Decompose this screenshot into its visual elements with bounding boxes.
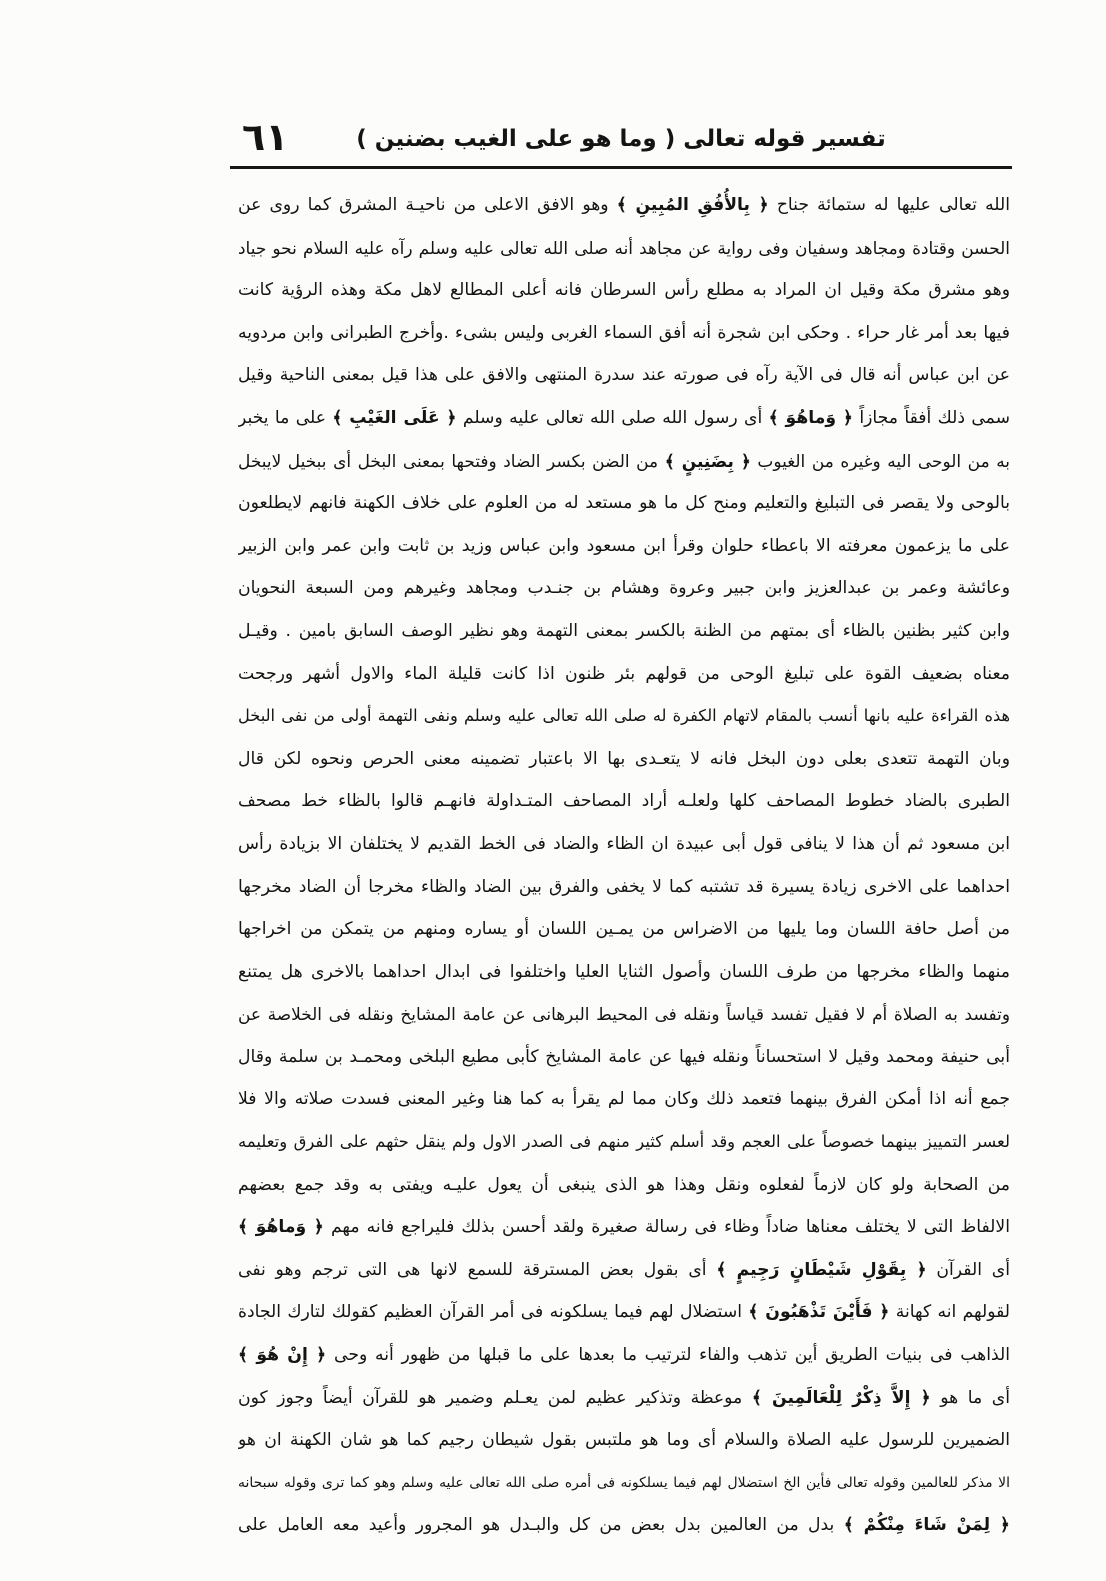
text-line: ابن مسعود ثم أن هذا لا ينافى قول أبى عبيدة ان الظاء والضاد فى الخط القديم لا يختلفان الا بزيادة رأس (238, 833, 1010, 854)
text-line: جمع أنه اذا أمكن الفرق بينهما فتعمد ذلك وكان مما لم يقرأ به كما هنا وغير المعنى فسدت صلاته والا فلا (238, 1089, 1010, 1110)
quran-quote: ﴿ وَماهُوَ ﴾ (768, 407, 853, 428)
text-line: أبى حنيفة ومحمد وقيل لا استحساناً ونقله فيها عن عامة المشايخ كأبى مطيع البلخى ومحمـد بن سلمة وقال (238, 1046, 1010, 1067)
text-line: على ما يزعمون معرفته الا باعطاء حلوان وقرأ ابن مسعود وابن عباس وزيد بن ثابت وابن عمر وابن الزبير (238, 535, 1010, 556)
quran-quote: ﴿ إِنْ هُوَ ﴾ (238, 1345, 327, 1366)
text-line: أى القرآن ﴿ بِقَوْلِ شَيْطَانٍ رَجِيمٍ ﴾ أى بقول بعض المسترقة للسمع لانها هى التى ترجم وهو نفى (238, 1259, 1010, 1280)
text-line: احداهما على الاخرى زيادة يسيرة قد تشتبه كما لا يخفى والفرق بين الضاد والظاء مخرجا أن الضاد مخرجها (238, 876, 1010, 897)
quran-quote: ﴿ فَأَيْنَ تَذْهَبُونَ ﴾ (748, 1302, 890, 1323)
text-line: لعسر التمييز بينهما خصوصاً على العجم وقد أسلم كثير منهم فى الصدر الاول ولم ينقل حثهم على الفرق وتعليمه (238, 1132, 1010, 1152)
quran-quote: ﴿ لِمَنْ شَاءَ مِنْكُمْ ﴾ (843, 1515, 1010, 1536)
header-rule (230, 166, 1012, 169)
text-line: معناه بضعيف القوة على تبليغ الوحى من قولهم بئر ظنون اذا كانت قليلة الماء والاول أشهر ورجحت (238, 663, 1010, 684)
text-line: بالوحى ولا يقصر فى التبليغ والتعليم ومنح كل ما هو مستعد له من العلوم على خلاف الكهنة فانهم لايطلعون (238, 493, 1010, 514)
text-line: الذاهب فى بنيات الطريق أين تذهب والفاء لترتيب ما بعدها على ما قبلها من ظهور أنه وحى ﴿ إِنْ هُوَ ﴾ (238, 1345, 1010, 1366)
text-line: أى ما هو ﴿ إِلاَّ ذِكْرٌ لِلْعَالَمِينَ ﴾ موعظة وتذكير عظيم لمن يعـلم وضمير هو للقرآن أيضاً وجوز كون (238, 1387, 1010, 1408)
page-number: ٦١ (242, 115, 289, 159)
text-line: الا مذكر للعالمين وقوله تعالى فأين الخ استضلال لهم فيما يسلكونه فى أمره صلى الله تعالى عليه وسلم وهو كما ترى وقوله سبحانه (238, 1474, 1010, 1491)
quran-quote: ﴿ عَلَى الغَيْبِ ﴾ (332, 407, 457, 428)
text-line: ﴿ لِمَنْ شَاءَ مِنْكُمْ ﴾ بدل من العالمين بدل بعض من كل والبـدل هو المجرور وأعيد معه العامل على (238, 1515, 1010, 1536)
text-line: سمى ذلك أفقاً مجازاً ﴿ وَماهُوَ ﴾ أى رسول الله صلى الله تعالى عليه وسلم ﴿ عَلَى الغَيْبِ ﴾ على ما يخبر (238, 407, 1010, 428)
text-line: من أصل حافة اللسان وما يليها من الاضراس من يمـين اللسان أو يساره ومنهم من يتمكن من اخراجها (238, 919, 1010, 940)
text-line: منهما والظاء مخرجها من طرف اللسان وأصول الثنايا العليا واختلفوا فى ابدال احداهما بالاخرى هل يمتنع (238, 961, 1010, 982)
quran-quote: ﴿ بِالأُفُقِ المُبِينِ ﴾ (616, 195, 769, 215)
text-line: وهو مشرق مكة وقيل ان المراد به مطلع رأس السرطان فانه أعلى المطالع لاهل مكة وهذه الرؤية كانت (238, 280, 1010, 301)
quran-quote: ﴿ بِقَوْلِ شَيْطَانٍ رَجِيمٍ ﴾ (716, 1259, 927, 1280)
running-header (230, 116, 1012, 162)
text-line: وابن كثير بظنين بالظاء أى بمتهم من الظنة بالكسر بمعنى التهمة وهو نظير الوصف السابق بامين . وقيـل (238, 620, 1010, 641)
text-line: وبان التهمة تتعدى بعلى دون البخل فانه لا يتعـدى بها الا باعتبار تضمينه معنى الحرص ونحوه لكن قال (238, 748, 1010, 769)
running-title: تفسير قوله تعالى ( وما هو على الغيب بضنين ) (356, 126, 886, 152)
text-line: فيها بعد أمر غار حراء . وحكى ابن شجرة أنه أفق السماء الغربى وليس بشىء .وأخرج الطبرانى وابن مردويه (238, 322, 1010, 343)
text-line: وعائشة وعمر بن عبدالعزيز وابن جبير وعروة وهشام بن جنـدب ومجاهد وغيرهم ومن السبعة النحويان (238, 578, 1010, 599)
text-line: الحسن وقتادة ومجاهد وسفيان وفى رواية عن مجاهد أنه صلى الله تعالى عليه وسلم رآه عليه السلام نحو جياد (238, 237, 1010, 258)
text-line: الطبرى بالضاد خطوط المصاحف كلها ولعلـه أراد المصاحف المتـداولة فانهـم قالوا بالظاء خط مصحف (238, 791, 1010, 812)
text-line: الالفاظ التى لا يختلف معناها ضاداً وظاء فى رسالة صغيرة ولقد أحسن بذلك فليراجع فانه مهم ﴿ وَماهُوَ ﴾ (238, 1217, 1010, 1238)
quran-quote: ﴿ بِضَنِينٍ ﴾ (664, 450, 751, 471)
text-line: وتفسد به الصلاة أم لا فقيل تفسد قياساً ونقله فى المحيط البرهانى عن عامة المشايخ ونقله فى الخلاصة عن (238, 1004, 1010, 1025)
text-line: الله تعالى عليها له ستمائة جناح ﴿ بِالأُفُقِ المُبِينِ ﴾ وهو الافق الاعلى من ناحيـة المشرق كما روى عن (238, 195, 1010, 215)
text-line: من الصحابة ولو كان لازماً لفعلوه ونقل وهذا هو الذى ينبغى أن يعول عليـه ويفتى به وقد جمع بعضهم (238, 1174, 1010, 1195)
text-line: عن ابن عباس أنه قال فى الآية رآه فى صورته عند سدرة المنتهى والافق على هذا قيل بمعنى الناحية وقيل (238, 365, 1010, 386)
quran-quote: ﴿ وَماهُوَ ﴾ (238, 1217, 324, 1238)
quran-quote: ﴿ إِلاَّ ذِكْرٌ لِلْعَالَمِينَ ﴾ (751, 1387, 931, 1408)
text-line: الضميرين للرسول عليه الصلاة والسلام أى وما هو ملتبس بقول شيطان رجيم كما هو شان الكهنة ان هو (238, 1430, 1010, 1451)
text-body (238, 184, 1010, 1547)
text-line: هذه القراءة عليه بانها أنسب بالمقام لاتهام الكفرة له صلى الله تعالى عليه وسلم ونفى التهمة أولى من نفى البخل (238, 706, 1010, 726)
text-line: به من الوحى اليه وغيره من الغيوب ﴿ بِضَنِينٍ ﴾ من الضن بكسر الضاد وفتحها بمعنى البخل أى ببخيل لايبخل (238, 450, 1010, 471)
text-line: لقولهم انه كهانة ﴿ فَأَيْنَ تَذْهَبُونَ ﴾ استضلال لهم فيما يسلكونه فى أمر القرآن العظيم كقولك لتارك الجادة (238, 1302, 1010, 1323)
